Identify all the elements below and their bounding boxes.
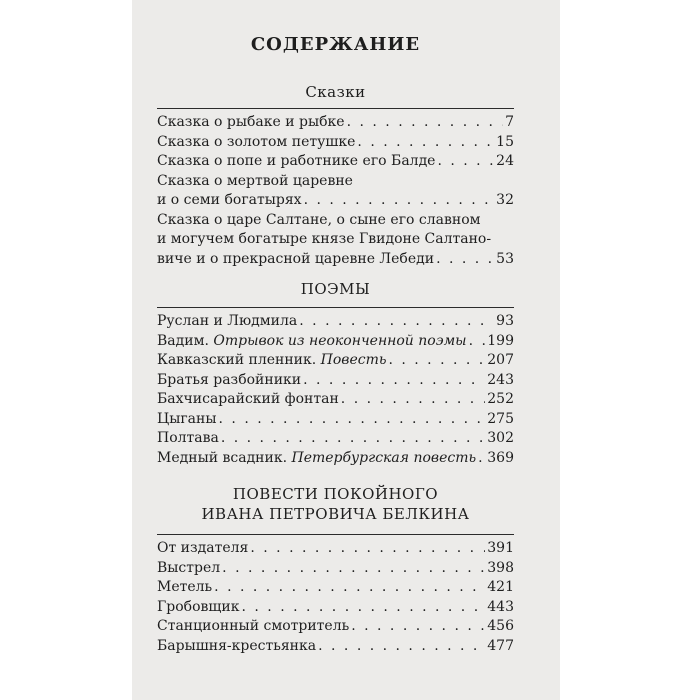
entry-title-text: Выстрел bbox=[157, 559, 221, 576]
toc-entry[interactable] bbox=[157, 617, 514, 637]
entry-title-text: Кавказский пленник. bbox=[157, 352, 317, 368]
page-number: 199 bbox=[487, 332, 514, 349]
toc-entry[interactable] bbox=[157, 332, 514, 352]
entry-last-line bbox=[157, 390, 514, 410]
entry-title-line: Сказка о мертвой царевне bbox=[157, 172, 353, 189]
entry-title-text: Сказка о золотом петушке bbox=[157, 133, 356, 150]
page-number: 243 bbox=[487, 371, 514, 388]
section-divider bbox=[157, 108, 514, 109]
dot-leader bbox=[318, 637, 485, 657]
toc-entry[interactable] bbox=[157, 539, 514, 559]
entry-title bbox=[157, 578, 212, 598]
entry-last-line bbox=[157, 133, 514, 153]
dot-leader bbox=[221, 429, 485, 449]
dot-leader bbox=[436, 250, 494, 270]
dot-leader bbox=[347, 113, 503, 133]
entry-last-line bbox=[157, 449, 514, 469]
page-number: 456 bbox=[487, 618, 514, 634]
entry-title bbox=[157, 539, 248, 559]
entry-title-text: Гробовщик bbox=[157, 598, 240, 615]
section-title-line: ПОВЕСТИ ПОКОЙНОГО bbox=[232, 485, 439, 503]
entry-title bbox=[157, 332, 467, 352]
dot-leader bbox=[304, 191, 495, 211]
page-number: 391 bbox=[487, 540, 514, 556]
page-number: 275 bbox=[487, 410, 514, 427]
entry-title-text: Сказка о рыбаке и рыбке bbox=[157, 114, 345, 130]
entry-title bbox=[157, 617, 349, 637]
entry-title-text: Бахчисарайский фонтан bbox=[157, 391, 339, 407]
dot-leader bbox=[219, 410, 486, 430]
entry-last-line bbox=[157, 539, 514, 559]
toc-entry[interactable] bbox=[157, 152, 514, 172]
entry-title-text: Руслан и Людмила bbox=[157, 313, 298, 329]
dot-leader bbox=[388, 351, 485, 371]
toc-entry[interactable] bbox=[157, 312, 514, 332]
entry-title-text: виче и о прекрасной царевне Лебеди bbox=[157, 250, 435, 267]
entry-title-text: Братья разбойники bbox=[157, 371, 302, 388]
section-divider bbox=[157, 307, 514, 308]
entry-title bbox=[157, 371, 301, 391]
toc-entry[interactable] bbox=[157, 637, 514, 657]
toc-entry[interactable] bbox=[157, 578, 514, 598]
page-number: 24 bbox=[496, 153, 514, 169]
dot-leader bbox=[357, 133, 494, 153]
section-title bbox=[157, 484, 514, 524]
entry-last-line bbox=[157, 578, 514, 598]
toc-entry[interactable] bbox=[157, 429, 514, 449]
entry-last-line bbox=[157, 429, 514, 449]
toc-entry[interactable] bbox=[157, 351, 514, 371]
dot-leader bbox=[214, 578, 485, 598]
entry-last-line bbox=[157, 598, 514, 618]
entry-last-line bbox=[157, 637, 514, 657]
entry-last-line bbox=[157, 113, 514, 133]
entry-last-line bbox=[157, 351, 514, 371]
entry-title bbox=[157, 133, 355, 153]
entry-title bbox=[157, 152, 435, 172]
page-number: 93 bbox=[496, 313, 514, 329]
page-number: 15 bbox=[496, 133, 514, 150]
entry-title-text: Полтава bbox=[157, 430, 219, 446]
toc-entry[interactable] bbox=[157, 449, 514, 469]
section-title-line: Сказки bbox=[305, 83, 366, 101]
entry-last-line bbox=[157, 559, 514, 579]
dot-leader bbox=[250, 539, 485, 559]
entry-title bbox=[157, 191, 302, 211]
page-number: 398 bbox=[487, 559, 514, 576]
entry-title-text: Сказка о попе и работнике его Балде bbox=[157, 153, 436, 169]
toc-entry[interactable] bbox=[157, 371, 514, 391]
entry-subtitle: Петербургская повесть bbox=[291, 449, 477, 466]
entry-title-text: Метель bbox=[157, 579, 213, 595]
dot-leader bbox=[222, 559, 485, 579]
dot-leader bbox=[299, 312, 494, 332]
entry-title bbox=[157, 559, 220, 579]
entry-title-text: Вадим. bbox=[157, 332, 209, 349]
entry-subtitle: Повесть bbox=[320, 352, 387, 368]
entry-title bbox=[157, 390, 339, 410]
dot-leader bbox=[469, 332, 486, 352]
page-number: 207 bbox=[487, 352, 514, 368]
entry-last-line bbox=[157, 371, 514, 391]
entry-last-line bbox=[157, 191, 514, 211]
section-title-line: ИВАНА ПЕТРОВИЧА БЕЛКИНА bbox=[201, 505, 470, 523]
entry-title-text: От издателя bbox=[157, 540, 249, 556]
section-title bbox=[157, 279, 514, 299]
dot-leader bbox=[437, 152, 494, 172]
page-number: 369 bbox=[487, 449, 514, 466]
toc-sections bbox=[157, 82, 514, 656]
page-number: 7 bbox=[505, 114, 514, 130]
dot-leader bbox=[242, 598, 486, 618]
entry-last-line bbox=[157, 332, 514, 352]
entry-last-line bbox=[157, 617, 514, 637]
page-number: 302 bbox=[487, 430, 514, 446]
entry-last-line bbox=[157, 312, 514, 332]
entry-last-line bbox=[157, 152, 514, 172]
entry-title bbox=[157, 351, 386, 371]
section-title-line: ПОЭМЫ bbox=[300, 280, 371, 298]
toc-entry[interactable] bbox=[157, 211, 514, 270]
toc-entry[interactable] bbox=[157, 598, 514, 618]
section-divider bbox=[157, 534, 514, 535]
page-number: 32 bbox=[496, 192, 514, 208]
entry-title-text: Барышня-крестьянка bbox=[157, 637, 317, 654]
entry-title-text: Станционный смотритель bbox=[157, 618, 350, 634]
page-number: 421 bbox=[487, 579, 514, 595]
page-number: 477 bbox=[487, 637, 514, 654]
entry-last-line bbox=[157, 250, 514, 270]
entry-title-line: Сказка о царе Салтане, о сыне его славном bbox=[157, 211, 481, 228]
toc-entry[interactable] bbox=[157, 133, 514, 153]
toc-entry[interactable] bbox=[157, 113, 514, 133]
entry-title-text: Медный всадник. bbox=[157, 449, 288, 466]
entry-title bbox=[157, 250, 434, 270]
dot-leader bbox=[351, 617, 485, 637]
entry-title-text: Цыганы bbox=[157, 410, 217, 427]
toc-entry[interactable] bbox=[157, 410, 514, 430]
dot-leader bbox=[478, 449, 485, 469]
entry-title bbox=[157, 410, 217, 430]
entry-title bbox=[157, 637, 316, 657]
entry-title bbox=[157, 429, 219, 449]
dot-leader bbox=[341, 390, 485, 410]
entry-last-line bbox=[157, 410, 514, 430]
page-number: 252 bbox=[487, 391, 514, 407]
entry-title-line: и могучем богатыре князе Гвидоне Салтано- bbox=[157, 231, 492, 247]
entry-title bbox=[157, 113, 345, 133]
entry-title bbox=[157, 449, 476, 469]
entry-title bbox=[157, 598, 240, 618]
toc-entry[interactable] bbox=[157, 172, 514, 211]
entry-title bbox=[157, 312, 297, 332]
toc-entry[interactable] bbox=[157, 390, 514, 410]
table-of-contents bbox=[157, 32, 514, 656]
page-title: СОДЕРЖАНИЕ bbox=[250, 34, 421, 55]
section-title bbox=[157, 82, 514, 102]
page-number: 443 bbox=[487, 598, 514, 615]
entry-title-text: и о семи богатырях bbox=[157, 192, 302, 208]
dot-leader bbox=[303, 371, 485, 391]
entry-subtitle: Отрывок из неоконченной поэмы bbox=[213, 332, 467, 349]
page-number: 53 bbox=[496, 250, 514, 267]
toc-entry[interactable] bbox=[157, 559, 514, 579]
